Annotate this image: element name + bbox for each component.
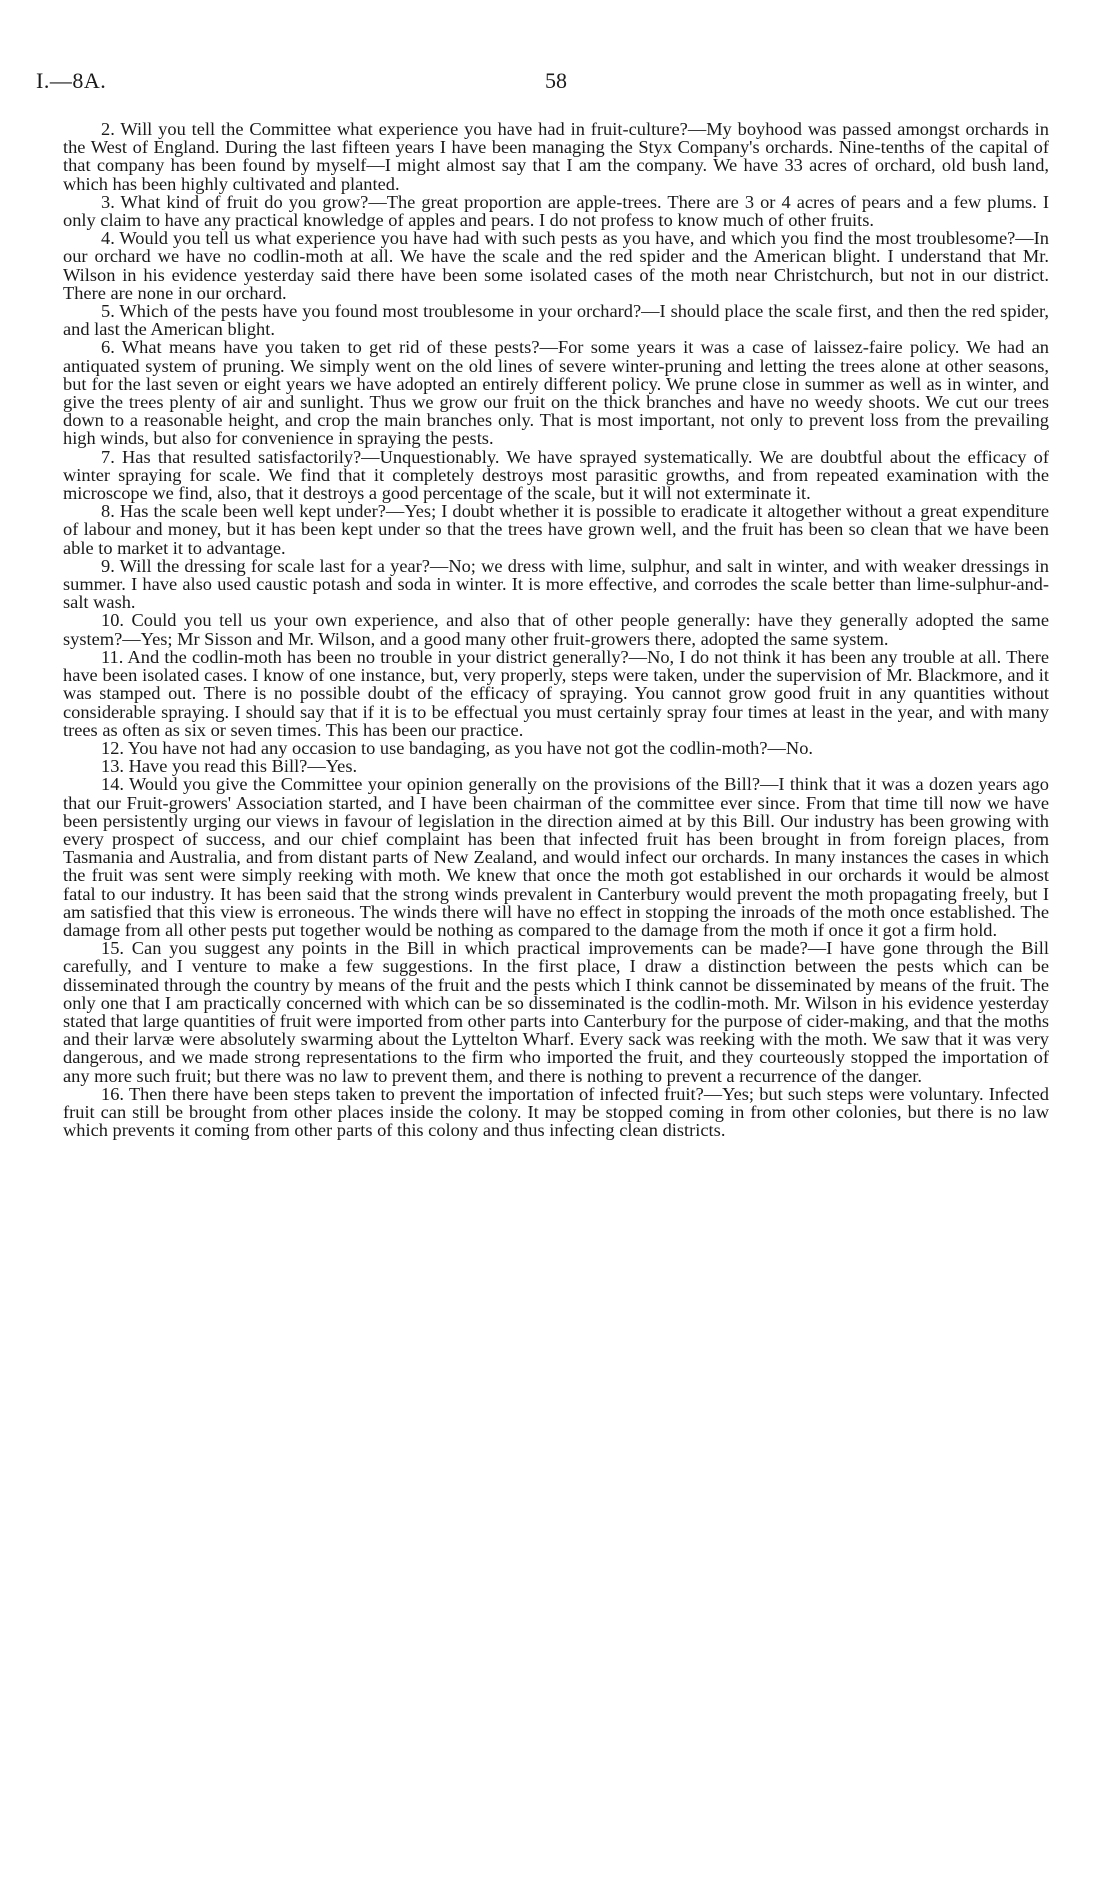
document-reference: I.—8A. — [36, 68, 107, 93]
paragraph-q3: 3. What kind of fruit do you grow?—The great proportion are apple-trees. There are 3 or 4 acres of pears and a few plums. I only claim to have any practical knowledge of apples and pears. I do not profess to know much of other fruits. — [63, 191, 1049, 231]
paragraph-q12: 12. You have not had any occasion to use bandaging, as you have not got the codlin-moth?—No. — [101, 737, 813, 758]
paragraph-q7: 7. Has that resulted satisfactorily?—Unquestionably. We have sprayed systematically. We are doubtful about the efficacy of winter spraying for scale. We find that it completely destroys most parasitic growths, and from repeated examination with the microscope we find, also, that it destroys a good percentage of the scale, but it will not exterminate it. — [63, 446, 1049, 504]
paragraph-q14: 14. Would you give the Committee your opinion generally on the provisions of the Bill?—I think that it was a dozen years ago that our Fruit-growers' Association started, and I have been chairman of the committee ever since. From that time till now we have been persistently urging our views in favour of legislation in the direction aimed at by this Bill. Our industry has been growing with every prospect of success, and our chief complaint has been that infected fruit has been brought in from foreign places, from Tasmania and Australia, and from distant parts of New Zealand, and would infect our orchards. In many instances the cases in which the fruit was sent were simply reeking with moth. We knew that once the moth got established in our orchards it would be almost fatal to our industry. It has been said that the strong winds prevalent in Canterbury would prevent the moth propagating freely, but I am satisfied that this view is erroneous. The winds there will have no effect in stopping the inroads of the moth once established. The damage from all other pests put together would be nothing as compared to the damage from the moth if once it got a firm hold. — [63, 774, 1049, 940]
evidence-text — [63, 120, 1049, 1139]
paragraph-q4: 4. Would you tell us what experience you have had with such pests as you have, and which you find the most troublesome?—In our orchard we have no codlin-moth at all. We have the scale and the red spider and the American blight. I understand that Mr. Wilson in his evidence yesterday said there have been some isolated cases of the moth near Christchurch, but not in our district. There are none in our orchard. — [63, 228, 1049, 303]
paragraph-q15: 15. Can you suggest any points in the Bill in which practical improvements can be made?—I have gone through the Bill carefully, and I venture to make a few suggestions. In the first place, I draw a distinction between the pests which can be disseminated through the country by means of the fruit and the pests which I think cannot be disseminated by means of the fruit. The only one that I am practically concerned with which can be so disseminated is the codlin-moth. Mr. Wilson in his evidence yesterday stated that large quantities of fruit were imported from other parts into Canterbury for the purpose of cider-making, and that the moths and their larvæ were absolutely swarming about the Lyttelton Wharf. Every sack was reeking with the moth. We saw that it was very dangerous, and we made strong representations to the firm who imported the fruit, and they courteously stopped the importation of any more such fruit; but there was no law to prevent them, and there is nothing to prevent a recurrence of the danger. — [63, 938, 1049, 1086]
paragraph-q6: 6. What means have you taken to get rid of these pests?—For some years it was a case of laissez-faire policy. We had an antiquated system of pruning. We simply went on the old lines of severe winter-pruning and letting the trees alone at other seasons, but for the last seven or eight years we have adopted an entirely different policy. We prune close in summer as well as in winter, and give the trees plenty of air and sunlight. Thus we grow our fruit on the thick branches and have no weedy shoots. We cut our trees down to a reasonable height, and crop the main branches only. That is most important, not only to prevent loss from the prevailing high winds, but also for convenience in spraying the pests. — [63, 337, 1049, 449]
paragraph-q2: 2. Will you tell the Committee what experience you have had in fruit-culture?—My boyhood was passed amongst orchards in the West of England. During the last fifteen years I have been managing the Styx Company's orchards. Nine-tenths of the capital of that company has been found by myself—I might almost say that I am the company. We have 33 acres of orchard, old bush land, which has been highly cultivated and planted. — [63, 119, 1049, 194]
paragraph-q5: 5. Which of the pests have you found most troublesome in your orchard?—I should place the scale first, and then the red spider, and last the American blight. — [63, 301, 1049, 340]
paragraph-q10: 10. Could you tell us your own experience, and also that of other people generally: have they generally adopted the same system?—Yes; Mr Sisson and Mr. Wilson, and a good many other fruit-growers there, adopted the same system. — [63, 610, 1049, 649]
paragraph-q16: 16. Then there have been steps taken to prevent the importation of infected fruit?—Yes; but such steps were voluntary. Infected fruit can still be brought from other places inside the colony. It may be stopped coming in from other colonies, but there is no law which prevents it coming from other parts of this colony and thus infecting clean districts. — [63, 1083, 1049, 1141]
page-number: 58 — [545, 68, 567, 93]
paragraph-q13: 13. Have you read this Bill?—Yes. — [101, 756, 358, 777]
paragraph-q11: 11. And the codlin-moth has been no trouble in your district generally?—No, I do not think it has been any trouble at all. There have been isolated cases. I know of one instance, but, very properly, steps were taken, under the supervision of Mr. Blackmore, and it was stamped out. There is no possible doubt of the efficacy of spraying. You cannot grow good fruit in any quantities without considerable spraying. I should say that if it is to be effectual you must certainly spray four times at least in the year, and with many trees as often as six or seven times. This has been our practice. — [63, 646, 1049, 740]
paragraph-q9: 9. Will the dressing for scale last for a year?—No; we dress with lime, sulphur, and salt in winter, and with weaker dressings in summer. I have also used caustic potash and soda in winter. It is more effective, and corrodes the scale better than lime-sulphur-and-salt wash. — [63, 555, 1049, 613]
paragraph-q8: 8. Has the scale been well kept under?—Yes; I doubt whether it is possible to eradicate it altogether without a great expenditure of labour and money, but it has been kept under so that the trees have grown well, and the fruit has been so clean that we have been able to market it to advantage. — [63, 501, 1049, 558]
page-header — [36, 68, 1076, 98]
